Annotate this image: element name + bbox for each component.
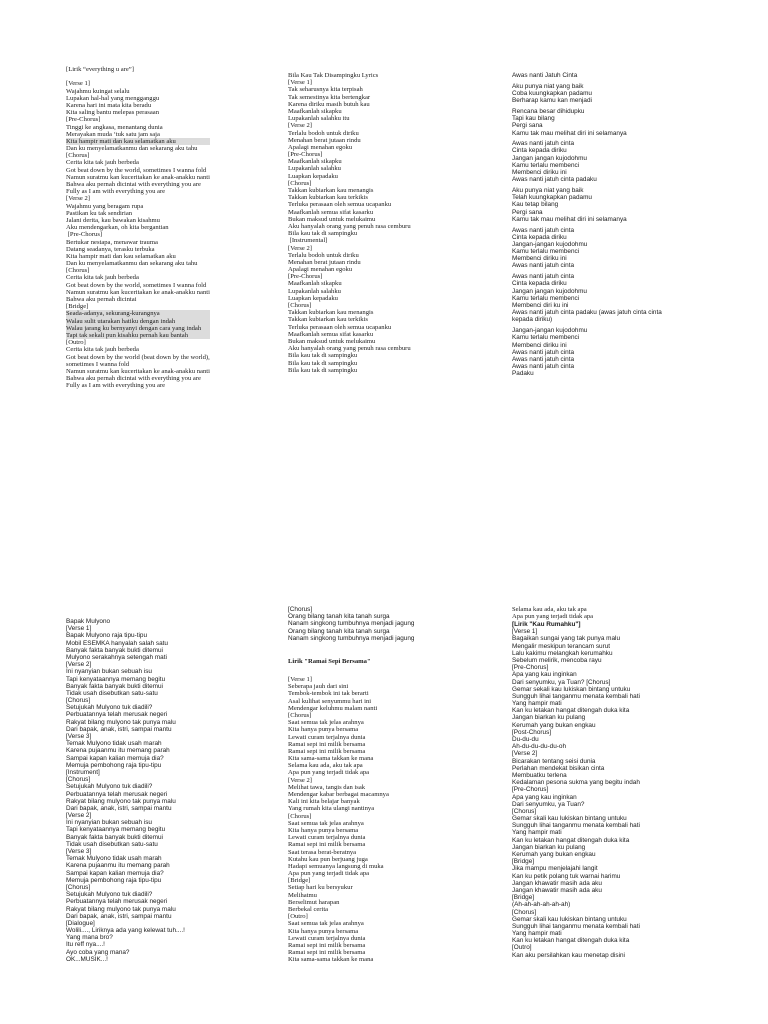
lyric-line: Bila Kau Tak Disampingku Lyrics: [288, 72, 379, 79]
lyric-line: Tidak usah disebutkan satu-satu: [66, 840, 158, 848]
lyric-line: Pergi sana: [512, 122, 543, 130]
lyric-line: Kerumah yang bukan engkau: [512, 721, 596, 729]
lyric-line: [Chorus]: [66, 776, 91, 784]
lyric-line: Takkan kubiarkan kau menangis: [288, 187, 374, 194]
highlighted-lyric-line: Walau jarang ku bernyanyi dengan cara yang indah: [66, 325, 210, 332]
lyric-line: Lupakan hal-hal yang mengganggu: [66, 94, 160, 102]
lyric-line: [Chorus]: [66, 883, 91, 891]
lyric-line: Kan ku letakan hangat ditengah duka kita: [512, 937, 630, 945]
lyrics-everything-u-are: [66, 66, 210, 389]
lyric-line: OK...MUSIK...!: [66, 955, 108, 963]
lyric-line: Kamu terlalu membenci: [512, 248, 580, 256]
lyric-line: Cerita kita tak jauh berbeda: [66, 159, 139, 167]
lyric-line: [Outro]: [288, 913, 308, 921]
lyric-line: Jalani derita, kau bawakan kisahmu: [66, 216, 160, 224]
lyric-line: Menahan berat jutaan rindu: [288, 258, 361, 266]
lyric-line: Banyak fakta banyak bukti ditemui: [66, 833, 163, 841]
lyric-line: Berbekal cerita: [288, 906, 329, 913]
lyric-line: Nanam singkong tumbuhnya menjadi jagung: [288, 620, 415, 628]
lyric-line: Terlalu bodoh untuk diriku: [288, 129, 359, 137]
lyric-line: Jika mampu menjelajahi langit: [512, 865, 598, 873]
lyric-line: Terluka perasaan oleh semua ucapanku: [288, 201, 392, 209]
lyric-line: Tapi kau bilang: [512, 115, 555, 123]
lyric-line: Jangan khawatir masih ada aku: [512, 886, 602, 894]
lyric-line: [66, 73, 210, 80]
lyric-line: Bukan maksud untuk melukaimu: [288, 337, 376, 345]
lyric-line: [Pre-Chorus]: [512, 664, 549, 672]
lyric-line: Apalagi menahan egoku: [288, 143, 353, 151]
lyric-line: Awas nanti jatuh cinta: [512, 226, 575, 234]
lyric-line: Temak Mulyono tidak usah marah: [66, 855, 162, 863]
lyric-line: Karena hari ini mata kita beradu: [66, 101, 152, 109]
lyric-line: Bapak Mulyono raja tipu-tipu: [66, 632, 147, 640]
lyric-line: [Verse 2]: [66, 812, 92, 820]
lyric-line: Cinta kepada diriku: [512, 147, 567, 155]
lyric-line: Awas nanti jatuh cinta padaku: [512, 176, 597, 184]
lyric-line: Ramai sepi ini milik bersama: [288, 941, 366, 949]
lyric-line: [Outro]: [512, 944, 532, 952]
lyric-line: Takkan kubiarkan kau menangis: [288, 309, 374, 317]
lyric-line: sometimes I wanna fold: [66, 360, 130, 368]
lyrics-bila-kau-tak-disampingku: [288, 72, 411, 374]
lyric-line: [Verse 1]: [66, 625, 92, 633]
lyric-line: [Pre-Chorus]: [288, 151, 323, 159]
lyric-line: Kan ku letakan hangat ditengah duka kita: [512, 707, 630, 715]
lyric-line: Banyak fakta banyak bukti ditemui: [66, 646, 163, 654]
lyric-line: [Chorus]: [66, 152, 90, 160]
lyric-line: Sebelum melirik, mencoba rayu: [512, 656, 602, 664]
lyric-line: [Verse 1]: [66, 80, 90, 88]
lyric-line: Selama kau ada, aku tak apa: [288, 762, 363, 770]
lyric-line: Lupakanlah salahku itu: [288, 115, 350, 123]
lyric-line: Coba kuungkapkan padamu: [512, 89, 592, 97]
lyric-line: Setujukah Mulyono tuk diadili?: [66, 891, 153, 899]
lyric-line: [Chorus]: [66, 267, 90, 275]
lyric-line: Lupakanlah salahku: [288, 287, 341, 295]
lyric-line: Banyak fakta banyak bukti ditemui: [66, 682, 163, 690]
lyric-line: Aku punya niat yang baik: [512, 187, 584, 194]
lyric-line: Cinta kepada diriku: [512, 280, 567, 288]
lyric-line: Tak semestinya kita bertengkar: [288, 93, 371, 101]
lyric-line: Yang hampir mati: [512, 829, 562, 837]
lyric-line: Jangan-jangan kujodohmu: [512, 240, 588, 248]
lyric-line: Maafkanlah sikapku: [288, 107, 342, 115]
lyric-line: Wajahmu kuingat selalu: [66, 87, 130, 95]
lyric-line: Kamu tak mau melihat diri ini selamanya: [512, 129, 627, 137]
lyric-line: Karena pujaanmu itu memang parah: [66, 747, 170, 755]
lyric-line: Kita sama-sama takkan ke mana: [288, 755, 374, 763]
lyric-line: Kita saling bantu melepas perasaan: [66, 109, 160, 117]
lyric-line: Namun suratmu kan kuceritakan ke anak-anakku nanti: [66, 173, 210, 181]
lyric-line: Luapkan kepadaku: [288, 172, 338, 180]
lyric-line: Ramai sepi ini milik bersama: [288, 949, 366, 957]
lyric-line: Ramai sepi ini milik bersama: [288, 747, 366, 755]
lyric-line: Takkan kubiarkan kau terkikis: [288, 194, 368, 202]
lyric-line: Luapkan kepadaku: [288, 294, 338, 302]
lyric-line: Setujukah Mulyono tuk diadili?: [66, 783, 153, 791]
lyric-line: Maafkanlah semua sifat kasarku: [288, 208, 374, 216]
lyric-line: Ini nyanyian bukan sebuah isu: [66, 819, 152, 827]
lyric-line: Gemar skali kau lukiskan bintang untuku: [512, 815, 627, 823]
lyric-line: Menahan berat jutaan rindu: [288, 136, 361, 144]
lyric-line: kepada diriku): [512, 316, 553, 324]
lyric-line: [Lirik "Kau Rumahku"]: [512, 621, 581, 628]
lyric-line: [Chorus]: [288, 302, 312, 309]
lyric-line: Asal kulihat senyummu hari ini: [288, 697, 372, 705]
lyric-line: Bukan maksud untuk melukaimu: [288, 215, 376, 223]
lyric-line: Apa pun yang terjadi tidak apa: [512, 613, 594, 621]
lyric-line: Karena pujaanmu itu memang parah: [66, 862, 170, 870]
lyric-line: Melihat tawa, tangis dan isak: [288, 783, 366, 791]
lyric-line: [Chorus]: [512, 908, 537, 916]
lyric-line: Apa pun yang terjadi tidak apa: [288, 870, 370, 878]
lyric-line: [Chorus]: [288, 606, 313, 613]
lyric-line: Awas nanti jatuh cinta: [512, 262, 575, 270]
lyric-line: Bicarakan tentang seisi dunia: [512, 757, 596, 765]
lyric-line: [Verse 2]: [288, 244, 312, 252]
lyric-line: Membenci diriku ini: [512, 341, 567, 349]
lyric-line: [Verse 1]: [288, 79, 312, 87]
lyric-line: Got beat down by the world, sometimes I wanna fold: [66, 166, 207, 174]
lyric-line: [Verse 2]: [288, 122, 312, 130]
lyric-line: [Chorus]: [288, 812, 312, 820]
lyric-line: Saat semua tak jelas arahnya: [288, 819, 364, 827]
lyric-line: Dan ku menyelamatkanmu dan sekarang aku tahu: [66, 260, 198, 268]
lyric-line: Wolili...., Liriknya ada yang kelewat tuh....!: [66, 927, 185, 935]
lyric-line: Setujukah Mulyono tuk diadili?: [66, 704, 153, 712]
lyric-line: Wajahmu yang beragam rupa: [66, 202, 144, 210]
lyric-line: Apa yang kau inginkan: [512, 793, 577, 801]
lyrics-ramai-sepi-bersama: [288, 676, 389, 964]
lyric-line: Saat terasa berat-beratnya: [288, 848, 357, 856]
lyric-line: Bertukar nestapa, menawar trauma: [66, 238, 158, 246]
lyric-line: Dari bapak, anak, istri, sampai mantu: [66, 804, 172, 812]
lyric-line: Fully as I am with everything you are: [66, 188, 166, 196]
lyric-line: Apalagi menahan egoku: [288, 266, 353, 274]
lyric-line: Jangan jangan kujodohmu: [512, 154, 587, 162]
lyric-line: Saat semua tak jelas arahnya: [288, 920, 364, 928]
lyric-line: Setiap hari ku bersyukur: [288, 884, 353, 892]
lyric-line: Tapi kenyataannya memang begitu: [66, 826, 166, 834]
highlighted-lyric-line: Seada-adanya, sekurang-kurangnya: [66, 310, 210, 317]
lyric-line: [Chorus]: [512, 807, 537, 815]
lyric-line: Memuja pembohong raja tipu-tipu: [66, 761, 162, 769]
lyric-line: Awas nanti jatuh cinta: [512, 363, 575, 371]
lyrics-bapak-mulyono: [66, 618, 185, 963]
lyric-line: [Bridge]: [512, 894, 535, 902]
lyric-line: [Chorus]: [66, 697, 91, 705]
lyric-line: [Verse 1]: [288, 676, 312, 683]
lyric-line: Perbuatannya telah merusak negeri: [66, 790, 168, 798]
lyric-line: Du-du-du: [512, 736, 539, 743]
lyric-line: Itu reff nya....!: [66, 941, 105, 949]
lyric-line: Tapi kenyataannya memang begitu: [66, 675, 166, 683]
lyric-line: Dari bapak, anak, istri, sampai mantu: [66, 725, 172, 733]
lyric-line: Tinggi ke angkasa, menantang dunia: [66, 123, 163, 131]
lyric-line: Apa yang kau inginkan: [512, 671, 577, 679]
lyric-line: Sungguh lihai tanganmu menata kembali hati: [512, 822, 640, 830]
lyric-line: Lalu kakimu melangkah kerumahku: [512, 649, 613, 657]
lyric-line: Kau tetap bilang: [512, 201, 559, 209]
lyric-line: Terlalu bodoh untuk diriku: [288, 251, 359, 259]
lyric-line: Bahwa aku pernah dicintai: [66, 296, 137, 303]
lyric-line: Rakyat bilang mulyono tak punya malu: [66, 718, 176, 726]
lyric-line: Membuatku terlena: [512, 771, 567, 779]
lyric-line: (Ah-ah-ah-ah-ah-ah): [512, 901, 571, 909]
lyric-line: Aku hanyalah orang yang penuh rasa cemburu: [288, 345, 411, 353]
lyric-line: Bapak Mulyono: [66, 618, 111, 625]
lyric-line: [Verse 3]: [66, 848, 92, 855]
lyric-line: Mendengar kabar berbagai macamnya: [288, 791, 389, 798]
lyric-line: Berharap kamu kan menjadi: [512, 97, 592, 105]
lyric-line: Aku punya niat yang baik: [512, 82, 584, 90]
lyric-line: Gemar sekali kau lukiskan bintang untuku: [512, 685, 631, 693]
lyric-line: [Post-Chorus]: [512, 728, 552, 736]
lyric-line: Dan ku menyelamatkanmu dan sekarang aku tahu: [66, 145, 198, 153]
lyric-line: [Bridge]: [66, 303, 89, 311]
lyric-line: Kan ku letakan hangat ditengah duka kita: [512, 836, 630, 844]
lyric-line: Kutahu kau pun berjuang juga: [288, 855, 368, 863]
lyric-line: Orang bilang tanah kita tanah surga: [288, 613, 390, 621]
lyric-line: [Lirik “everything u are”]: [66, 66, 134, 73]
lyric-line: Selama kau ada, aku tak apa: [512, 606, 587, 613]
lyric-line: Orang bilang tanah kita tanah surga: [288, 627, 390, 635]
lyric-line: Yang hampir mati: [512, 700, 562, 708]
lyric-line: [Chorus]: [288, 711, 312, 719]
lyric-line: Melihatmu: [288, 891, 317, 899]
lyric-line: Bila kau tak di sampingku: [288, 359, 358, 367]
lyric-line: Apa pun yang terjadi tidak apa: [288, 769, 370, 777]
lyric-line: Awas nanti Jatuh Cinta: [512, 72, 578, 79]
lyric-line: [Verse 1]: [512, 628, 538, 636]
lyric-line: Ah-du-du-du-du-oh: [512, 743, 566, 751]
lyric-line: Merayakan muda ‘tuk satu jam saja: [66, 130, 160, 138]
lyric-line: Awas nanti jatuh cinta: [512, 348, 575, 356]
lyric-line: Nanam singkong tumbuhnya menjadi jagung: [288, 634, 415, 642]
lyric-line: Ramai sepi ini milik bersama: [288, 740, 366, 748]
lyric-line: Takkan kubiarkan kau terkikis: [288, 316, 368, 324]
lyric-line: Aku hanyalah orang yang penuh rasa cemburu: [288, 222, 411, 230]
lyric-line: [Chorus]: [288, 179, 312, 187]
lyric-line: Mendengar keluhmu malam nanti: [288, 704, 378, 712]
lyric-line: Pergi sana: [512, 208, 543, 216]
lyric-line: Datang seadanya, terasku terbuka: [66, 245, 155, 253]
lyric-line: Kita hanya punya bersama: [288, 927, 359, 935]
lyric-line: Awas nanti jatuh cinta: [512, 355, 575, 363]
lyric-line: Membenci diriku ini: [512, 169, 567, 177]
lyric-line: Dari bapak, anak, istri, sampai mantu: [66, 912, 172, 920]
lyric-line: Rakyat bilang mulyono tak punya malu: [66, 797, 176, 805]
lyric-line: Mengalir meskipun terancam surut: [512, 642, 611, 650]
lyric-line: Kan ku petik polang tuk warnai harimu: [512, 872, 621, 880]
lyric-line: Bahwa aku pernah dicintai with everything you are: [66, 181, 201, 188]
lyric-line: Dari senyumku, ya Tuan? [Chorus]: [512, 678, 611, 686]
lyric-line: Memuja pembohong raja tipu-tipu: [66, 876, 162, 884]
lyric-line: Sungguh lihai tanganmu menata kembali hati: [512, 692, 640, 700]
lyric-line: [Outro]: [66, 339, 86, 347]
lyric-line: Bila kau tak di sampingku: [288, 352, 358, 360]
lyric-line: Cerita kita tak jauh berbeda: [66, 346, 139, 354]
lyric-line: Temak Mulyono tidak usah marah: [66, 740, 162, 748]
lyric-line: [Instrumental]: [288, 237, 328, 245]
lyric-line: Sungguh lihai tanganmu menata kembali hati: [512, 922, 640, 930]
lyric-line: Lewati curam terjalnya dunia: [288, 733, 366, 741]
lyric-line: Kamu terlalu membenci: [512, 161, 580, 169]
lyric-line: Dari senyumku, ya Tuan?: [512, 800, 585, 808]
lyric-line: Yang rumah kita ulangi nantinya: [288, 805, 375, 813]
lyric-line: [Pre-Chorus]: [288, 273, 323, 281]
lyric-line: Jangan biarkan ku pulang: [512, 714, 586, 722]
lyric-line: Hadapi semuanya langsung di muka: [288, 862, 384, 870]
lyric-line: Yang mana bro?: [66, 934, 113, 942]
lyric-line: Padaku: [512, 370, 534, 378]
lyric-line: Telah kuungkapkan padamu: [512, 194, 592, 202]
lyric-line: Jangan-jangan kujodohmu: [512, 327, 588, 335]
lyric-line: Tidak usah disebutkan satu-satu: [66, 689, 158, 697]
lyric-line: Kan aku persilahkan kau menetap disini: [512, 951, 625, 959]
lyric-line: [Verse 2]: [288, 776, 312, 784]
lyric-line: Jangan khawatir masih ada aku: [512, 879, 602, 887]
lyric-line: Perbuatannya telah merusak negeri: [66, 711, 168, 719]
lyric-line: Perlahan mendekat bisikan cinta: [512, 764, 605, 772]
lyric-line: [Pre-Chorus]: [512, 786, 549, 794]
highlighted-lyric-line: Walau sulit utarakan hatiku dengan indah: [66, 318, 210, 325]
lyric-line: Karena diriku masih butuh kau: [288, 100, 370, 108]
lyrics-awas-nanti-jatuh-cinta: [512, 72, 662, 377]
lyric-line: Kita hanya punya bersama: [288, 826, 359, 834]
ramai-sepi-bersama-title: Lirik "Ramai Sepi Bersama": [288, 658, 371, 665]
lyric-line: Kedalaman pesona sukma yang begitu indah: [512, 779, 640, 787]
lyric-line: Jangan jangan kujodohmu: [512, 287, 587, 295]
lyric-line: Bila kau tak di sampingku: [288, 366, 358, 374]
lyric-line: Sampai kapan kalian memuja dia?: [66, 754, 164, 762]
lyric-line: Awas nanti jatuh cinta: [512, 140, 575, 148]
lyric-line: Jangan biarkan ku pulang: [512, 843, 586, 851]
lyric-line: Pastikan ku tak sendirian: [66, 209, 133, 217]
lyric-line: Namun suratmu kan kuceritakan ke anak-anakku nanti: [66, 288, 210, 296]
lyric-line: [Bridge]: [288, 877, 311, 885]
lyric-line: Bagaikan sungai yang tak punya malu: [512, 635, 621, 643]
lyric-line: Membenci diri ku ini: [512, 302, 569, 309]
lyric-line: [Verse 2]: [66, 661, 92, 669]
lyric-line: [Verse 2]: [66, 195, 90, 203]
lyric-line: Rencana besar dihidupku: [512, 107, 585, 115]
lyric-line: Awas nanti jatuh cinta: [512, 273, 575, 281]
lyric-line: Mobil ESEMKA hanyalah salah satu: [66, 639, 168, 647]
lyric-line: Ini nyanyian bukan sebuah isu: [66, 668, 152, 676]
lyric-line: Kerumah yang bukan engkau: [512, 851, 596, 858]
lyric-line: Kamu terlalu membenci: [512, 294, 580, 302]
lyric-line: Kita hanya punya bersama: [288, 726, 359, 734]
highlighted-lyric-line: Tapi tak sekali pun kisahku pernah kau bantah: [66, 332, 210, 339]
lyric-line: Rakyat bilang mulyono tak punya malu: [66, 905, 176, 913]
lyric-line: Yang hampir mati: [512, 930, 562, 938]
lyric-line: Perbuatannya telah merusak negeri: [66, 898, 168, 906]
lyric-line: [Verse 2]: [512, 750, 538, 758]
lyric-line: Maafkanlah sikapku: [288, 158, 342, 166]
lyric-line: Berselimut harapan: [288, 898, 340, 906]
lyric-line: Kita hampir mati dan kau selamatkan aku: [66, 252, 176, 260]
lyric-line: [Pre-Chorus]: [66, 116, 101, 124]
lyrics-ramai-sepi-continued: [512, 606, 593, 620]
lyric-line: Ramai sepi ini milik bersama: [288, 841, 366, 849]
lyric-line: Kita sama-sama takkan ke mana: [288, 956, 374, 964]
lyric-line: Gemar skali kau lukiskan bintang untuku: [512, 915, 627, 923]
lyric-line: Membenci diriku ini: [512, 255, 567, 263]
lyric-line: Ayo coba yang mana?: [66, 948, 130, 956]
lyric-line: Lupakanlah salahku: [288, 165, 341, 173]
lyric-line: Sampai kapan kalian memuja dia?: [66, 869, 164, 877]
lyric-line: Got beat down by the world, sometimes I wanna fold: [66, 281, 207, 289]
highlighted-lyric-line: Kita hampir mati dan kau selamatkan aku: [66, 138, 210, 145]
lyric-line: Got beat down by the world (beat down by the world),: [66, 353, 210, 361]
lyric-line: Kamu tak mau melihat diri ini selamanya: [512, 215, 627, 223]
lyric-line: Tembok-tembok ini tak berarti: [288, 690, 369, 698]
lyric-line: Bahwa aku pernah dicintai with everything you are: [66, 375, 201, 383]
lyric-line: [Dialogue]: [66, 919, 95, 927]
lyric-line: Mulyono serakahnya setengah mati: [66, 653, 167, 661]
lyric-line: [Bridge]: [512, 858, 535, 866]
lyric-line: Aku mendengarkan, oh kita bergantian: [66, 224, 169, 232]
lyric-line: [Verse 3]: [66, 733, 92, 740]
lyrics-kau-rumahku: [512, 621, 640, 959]
lyric-line: Seberapa jauh dari sini: [288, 683, 349, 691]
lyrics-tanah-surga-chorus: [288, 606, 414, 642]
lyric-line: [Pre-Chorus]: [66, 231, 103, 239]
lyric-line: Cinta kepada diriku: [512, 233, 567, 241]
lyric-line: Kali ini kita belajar banyak: [288, 798, 360, 806]
lyric-line: Namun suratmu kan kuceritakan ke anak-anakku nanti: [66, 367, 210, 375]
lyric-line: Saat semua tak jelas arahnya: [288, 719, 364, 727]
lyric-line: Maafkanlah sikapku: [288, 280, 342, 288]
lyric-line: Bila kau tak di sampingku: [288, 230, 358, 238]
lyric-line: Fully as I am with everything you are: [66, 382, 166, 390]
lyric-line: [Instrument]: [66, 768, 100, 776]
lyric-line: Kamu terlalu membenci: [512, 334, 580, 342]
lyric-line: Lewati curam terjalnya dunia: [288, 934, 366, 942]
lyric-line: Tak seharusnya kita terpisah: [288, 86, 363, 94]
lyric-line: Lewati curam terjalnya dunia: [288, 834, 366, 842]
lyric-line: Terluka perasaan oleh semua ucapanku: [288, 323, 392, 331]
lyric-line: Cerita kita tak jauh berbeda: [66, 274, 139, 282]
lyric-line: Awas nanti jatuh cinta padaku (awas jatuh cinta cinta: [512, 309, 662, 317]
lyric-line: Maafkanlah semua sifat kasarku: [288, 330, 374, 338]
